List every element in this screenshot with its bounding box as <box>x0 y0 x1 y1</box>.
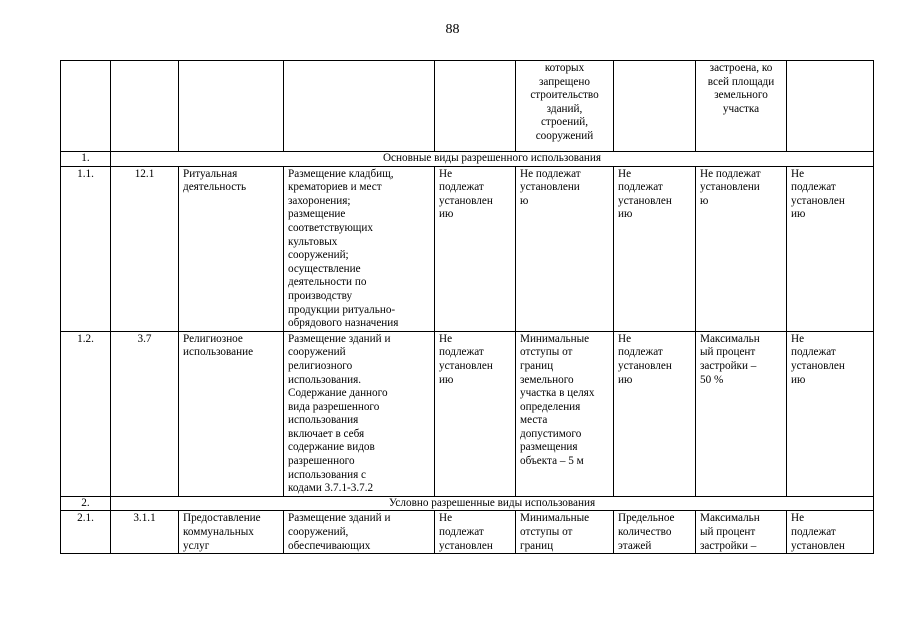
table-cell <box>111 61 179 152</box>
section-header-row <box>61 152 874 167</box>
section-title: Условно разрешенные виды использования <box>111 496 874 511</box>
row-cell: Не подлежат установлен ию <box>435 166 516 331</box>
header-cell-setbacks: которых запрещено строительство зданий, строений, сооружений <box>516 61 614 152</box>
header-continuation-row <box>61 61 874 152</box>
row-cell: Не подлежат установлени ю <box>696 166 787 331</box>
row-use-name: Ритуальная деятельность <box>179 166 284 331</box>
row-description: Размещение зданий и сооружений религиозного использования. Содержание данного вида разрешенного использования включает в себя содержание видов разрешенного использования с кодами 3.7.1-3.7.2 <box>284 331 435 496</box>
row-cell: Не подлежат установлен ию <box>614 331 696 496</box>
row-description: Размещение кладбищ, крематориев и мест захоронения; размещение соответствующих культовых сооружений; осуществление деятельности по производству продукции ритуально- обрядового назначения <box>284 166 435 331</box>
row-cell: Не подлежат установлени ю <box>516 166 614 331</box>
row-code: 12.1 <box>111 166 179 331</box>
row-number: 2.1. <box>61 511 111 554</box>
row-cell: Не подлежат установлен ию <box>787 166 874 331</box>
table-cell <box>179 61 284 152</box>
row-use-name: Предоставление коммунальных услуг <box>179 511 284 554</box>
row-use-name: Религиозное использование <box>179 331 284 496</box>
table-cell <box>435 61 516 152</box>
row-cell: Не подлежат установлен <box>435 511 516 554</box>
row-cell: Предельное количество этажей <box>614 511 696 554</box>
page-number: 88 <box>445 22 460 37</box>
row-cell: Минимальные отступы от границ земельного участка в целях определения места допустимого размещения объекта – 5 м <box>516 331 614 496</box>
table-cell <box>787 61 874 152</box>
row-cell: Не подлежат установлен <box>787 511 874 554</box>
section-number: 1. <box>61 152 111 167</box>
table-row <box>61 166 874 331</box>
row-code: 3.1.1 <box>111 511 179 554</box>
row-number: 1.2. <box>61 331 111 496</box>
row-number: 1.1. <box>61 166 111 331</box>
table-row <box>61 331 874 496</box>
header-cell-coverage: застроена, ко всей площади земельного участка <box>696 61 787 152</box>
table-cell <box>61 61 111 152</box>
row-code: 3.7 <box>111 331 179 496</box>
table-row <box>61 511 874 554</box>
table-cell <box>614 61 696 152</box>
table-cell <box>284 61 435 152</box>
row-cell: Не подлежат установлен ию <box>435 331 516 496</box>
row-cell: Не подлежат установлен ию <box>614 166 696 331</box>
row-cell: Не подлежат установлен ию <box>787 331 874 496</box>
row-description: Размещение зданий и сооружений, обеспечивающих <box>284 511 435 554</box>
row-cell: Максимальн ый процент застройки – <box>696 511 787 554</box>
section-number: 2. <box>61 496 111 511</box>
row-cell: Минимальные отступы от границ <box>516 511 614 554</box>
row-cell: Максимальн ый процент застройки – 50 % <box>696 331 787 496</box>
section-title: Основные виды разрешенного использования <box>111 152 874 167</box>
section-header-row <box>61 496 874 511</box>
land-use-regulations-table <box>60 60 874 554</box>
